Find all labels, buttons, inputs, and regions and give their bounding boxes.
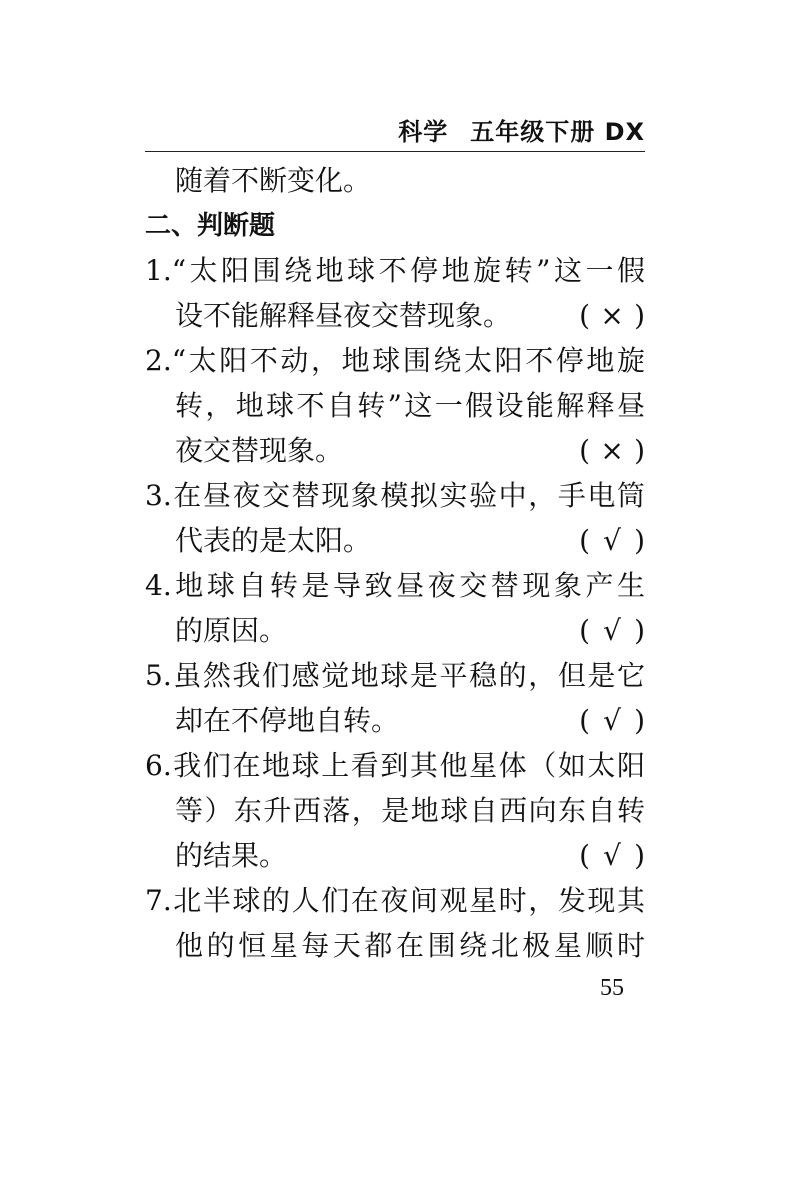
question-2-line-2: 转，地球不自转”这一假设能解释昼 [175, 389, 645, 422]
question-4-line-2: 的原因。 [175, 614, 288, 647]
answer-2: ( × ) [579, 434, 645, 467]
answer-1-mark: × [600, 299, 624, 332]
question-3-line-1: 3.在昼夜交替现象模拟实验中，手电筒 [145, 479, 645, 512]
running-head [398, 112, 645, 147]
question-6-line-1: 6.我们在地球上看到其他星体（如太阳 [145, 749, 645, 782]
page-number: 55 [600, 975, 624, 1001]
answer-1: ( × ) [579, 299, 645, 332]
question-5-line-1: 5.虽然我们感觉地球是平稳的，但是它 [145, 659, 645, 692]
answer-6: ( √ ) [579, 839, 645, 872]
answer-6-mark: √ [603, 839, 621, 872]
question-4-line-1: 4.地球自转是导致昼夜交替现象产生 [145, 569, 645, 602]
answer-3-mark: √ [603, 524, 621, 557]
question-3-line-2: 代表的是太阳。 [175, 524, 372, 557]
continuation-text: 随着不断变化。 [175, 164, 372, 197]
question-7-line-2: 他的恒星每天都在围绕北极星顺时 [175, 929, 645, 962]
answer-2-mark: × [600, 434, 624, 467]
question-2-line-1: 2.“太阳不动，地球围绕太阳不停地旋 [145, 344, 645, 377]
header-subject: 科学 [398, 118, 449, 146]
section-title: 二、判断题 [145, 211, 276, 241]
answer-5-mark: √ [603, 704, 621, 737]
question-5-line-2: 却在不停地自转。 [175, 704, 400, 737]
answer-5: ( √ ) [579, 704, 645, 737]
question-7-line-1: 7.北半球的人们在夜间观星时，发现其 [145, 884, 645, 917]
header-rule [145, 151, 645, 152]
question-6-line-3: 的结果。 [175, 839, 288, 872]
answer-3: ( √ ) [579, 524, 645, 557]
question-6-line-2: 等）东升西落，是地球自西向东自转 [175, 794, 645, 827]
answer-4: ( √ ) [579, 614, 645, 647]
question-1-line-1: 1.“太阳围绕地球不停地旋转”这一假 [145, 254, 645, 287]
question-2-line-3: 夜交替现象。 [175, 434, 344, 467]
header-book: 五年级下册 DX [470, 118, 645, 146]
answer-4-mark: √ [603, 614, 621, 647]
question-1-line-2: 设不能解释昼夜交替现象。 [175, 299, 512, 332]
